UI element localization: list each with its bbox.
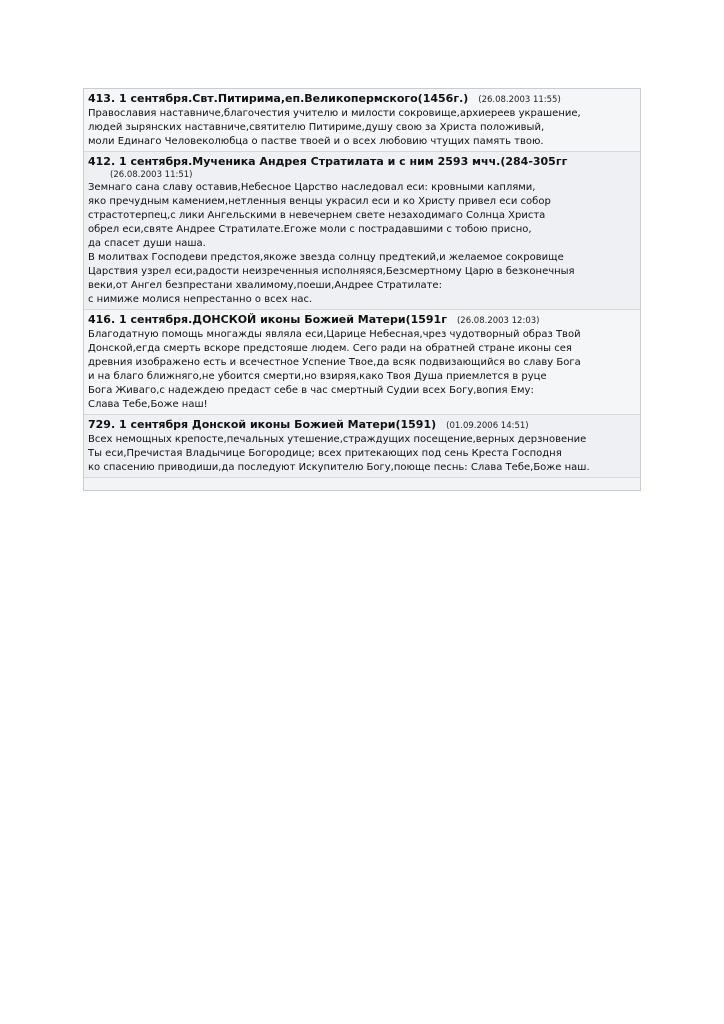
text-line: с нимиже молися непрестанно о всех нас.	[88, 294, 313, 305]
text-line: Православия наставниче,благочестия учителю и милости сокровище,архиереев украшение,	[88, 108, 581, 119]
entry-number: 416	[88, 313, 111, 326]
text-line: да спасет души наша.	[88, 238, 206, 249]
entry-header	[88, 155, 636, 169]
entry-timestamp: (26.08.2003 12:03)	[456, 316, 540, 326]
entry-title: . 1 сентября.ДОНСКОЙ иконы Божией Матери(1591г	[110, 313, 447, 326]
text-line: В молитвах Господеви предстоя,якоже звезда солнцу предтекий,и желаемое сокровище	[88, 252, 564, 263]
text-line: Земнаго сана славу оставив,Небесное Царство наследовал еси: кровными каплями,	[88, 182, 536, 193]
text-line: древния изображено есть и всечестное Успение Твое,да всяк подвизающийся во славу Бога	[88, 357, 581, 368]
text-line: ко спасению приводиши,да последуют Искупителю Богу,поюще песнь: Слава Тебе,Боже наш.	[88, 462, 590, 473]
text-line: веки,от Ангел безпрестани хвалимому,поеши,Андрее Стратилате:	[88, 280, 442, 291]
text-line: обрел еси,святе Андрее Стратилате.Егоже моли с пострадавшими с тобою присно,	[88, 224, 532, 235]
entry-412	[84, 152, 640, 310]
text-line: Донской,егда смерть вскоре предстояше людем. Сего ради на обратней стране иконы сея	[88, 343, 572, 354]
text-line: людей зырянских наставниче,святителю Питириме,душу свою за Христа положивый,	[88, 122, 545, 133]
entry-title: . 1 сентября.Мученика Андрея Стратилата и с ним 2593 мчч.(284-305гг	[110, 155, 568, 168]
entry-title: . 1 сентября Донской иконы Божией Матери(1591)	[110, 418, 437, 431]
entry-number: 729	[88, 418, 111, 431]
entry-729	[84, 415, 640, 478]
text-line: и на благо ближняго,не убоится смерти,но взиряя,како Твоя Душа приемлется в руце	[88, 371, 547, 382]
list-footer-spacer	[84, 478, 640, 490]
entry-timestamp: (26.08.2003 11:55)	[478, 95, 561, 105]
text-line: Ты еси,Пречистая Владычице Богородице; всех притекающих под сень Креста Господня	[88, 448, 562, 459]
entry-title: . 1 сентября.Свт.Питирима,еп.Великопермского(1456г.)	[110, 92, 469, 105]
text-line: моли Единаго Человеколюбца о пастве твоей и о всех любовию чтущих память твою.	[88, 136, 544, 147]
text-line: Слава Тебе,Боже наш!	[88, 399, 208, 410]
entry-416	[84, 310, 640, 415]
text-line: Благодатную помощь многажды являла еси,Царице Небесная,чрез чудотворный образ Твой	[88, 329, 581, 340]
entry-timestamp: (01.09.2006 14:51)	[446, 421, 529, 431]
entry-header	[88, 313, 636, 328]
entry-header	[88, 418, 636, 433]
text-line: страстотерпец,с лики Ангельскими в невечернем свете незаходимаго Солнца Христа	[88, 210, 546, 221]
entries-list	[83, 88, 641, 491]
text-line: Бога Живаго,с надеждею предаст себе в час смертный Судии всех Богу,вопия Ему:	[88, 385, 534, 396]
entry-413	[84, 89, 640, 152]
entry-number: 413	[88, 92, 111, 105]
entry-number: 412	[88, 155, 111, 168]
entry-timestamp: (26.08.2003 11:51)	[110, 170, 193, 180]
text-line: Царствия узрел еси,радости неизреченныя исполняяся,Безсмертному Царю в безконечныя	[88, 266, 575, 277]
text-line: яко пречудным камением,нетленныя венцы украсил еси и ко Христу привел еси собор	[88, 196, 551, 207]
entry-header	[88, 92, 636, 107]
text-line: Всех немощных крепосте,печальных утешение,страждущих посещение,верных дерзновение	[88, 434, 587, 445]
